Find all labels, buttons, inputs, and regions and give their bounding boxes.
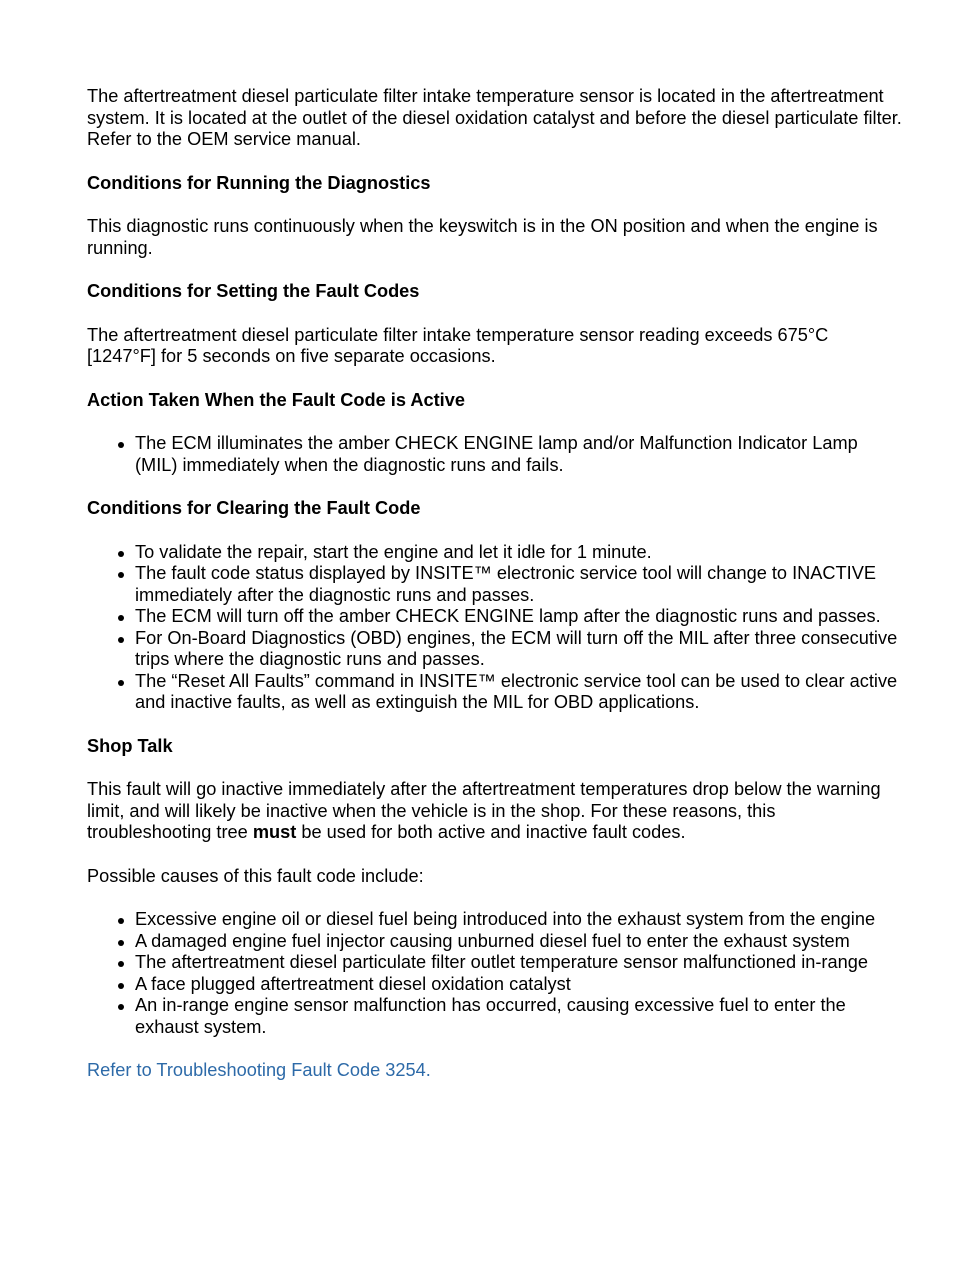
shop-talk-text-end: be used for both active and inactive fault codes. <box>296 822 686 842</box>
setting-heading: Conditions for Setting the Fault Codes <box>87 281 420 301</box>
shop-talk-text <box>87 779 902 844</box>
list-item: For On-Board Diagnostics (OBD) engines, the ECM will turn off the MIL after three consecutive trips where the diagnostic runs and passes. <box>135 628 902 671</box>
action-list <box>87 433 902 476</box>
shop-talk-emphasis: must <box>252 822 297 842</box>
list-item: The fault code status displayed by INSITE™ electronic service tool will change to INACTIVE immediately after the diagnostic runs and passes. <box>135 563 902 606</box>
clearing-heading: Conditions for Clearing the Fault Code <box>87 498 421 518</box>
causes-intro: Possible causes of this fault code include: <box>87 865 424 886</box>
list-item: To validate the repair, start the engine and let it idle for 1 minute. <box>135 542 902 564</box>
causes-list <box>87 909 902 1038</box>
troubleshooting-link[interactable]: Refer to Troubleshooting Fault Code 3254 <box>87 1060 426 1080</box>
list-item: A face plugged aftertreatment diesel oxidation catalyst <box>135 974 902 996</box>
list-item: The ECM illuminates the amber CHECK ENGINE lamp and/or Malfunction Indicator Lamp (MIL) immediately when the diagnostic runs and fails. <box>135 433 902 476</box>
document-page <box>87 86 902 1104</box>
list-item: Excessive engine oil or diesel fuel being introduced into the exhaust system from the engine <box>135 909 902 931</box>
list-item: The ECM will turn off the amber CHECK ENGINE lamp after the diagnostic runs and passes. <box>135 606 902 628</box>
running-text: This diagnostic runs continuously when the keyswitch is in the ON position and when the engine is running. <box>87 216 878 258</box>
list-item: An in-range engine sensor malfunction has occurred, causing excessive fuel to enter the exhaust system. <box>135 995 902 1038</box>
list-item: The aftertreatment diesel particulate filter outlet temperature sensor malfunctioned in-range <box>135 952 902 974</box>
list-item: A damaged engine fuel injector causing unburned diesel fuel to enter the exhaust system <box>135 931 902 953</box>
intro-paragraph: The aftertreatment diesel particulate filter intake temperature sensor is located in the aftertreatment system. It is located at the outlet of the diesel oxidation catalyst and before the diesel particulate filter. Refer to the OEM service manual. <box>87 86 902 149</box>
shop-talk-text-start: This fault will go inactive immediately after the aftertreatment temperatures drop below the warning limit, and will likely be inactive when the vehicle is in the shop. For these reasons, this troubleshooting tree <box>87 779 881 842</box>
shop-talk-heading: Shop Talk <box>87 735 173 756</box>
running-heading: Conditions for Running the Diagnostics <box>87 172 431 193</box>
action-heading: Action Taken When the Fault Code is Active <box>87 389 465 410</box>
reference-trailing: . <box>425 1060 431 1080</box>
clearing-list <box>87 542 902 714</box>
setting-text: The aftertreatment diesel particulate filter intake temperature sensor reading exceeds 675°C [1247°F] for 5 seconds on five separate occasions. <box>87 324 829 366</box>
list-item: The “Reset All Faults” command in INSITE™ electronic service tool can be used to clear active and inactive faults, as well as extinguish the MIL for OBD applications. <box>135 671 902 714</box>
reference-paragraph <box>87 1060 902 1082</box>
